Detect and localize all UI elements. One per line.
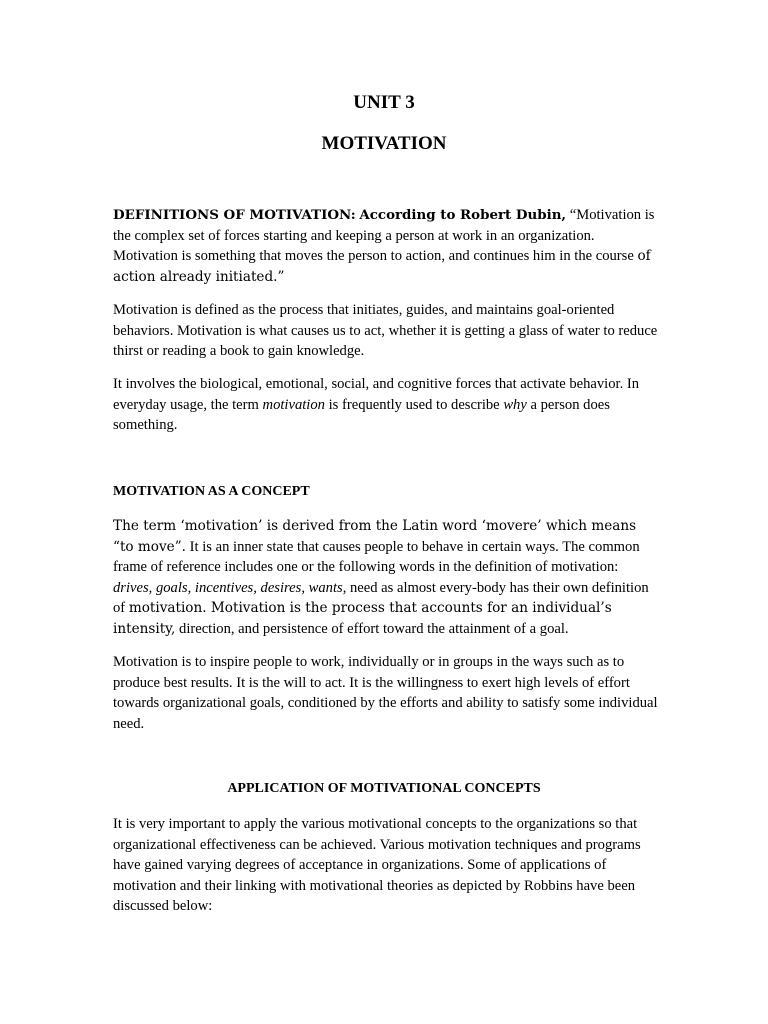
concept-italic-words: drives, goals, incentives, desires, wants: [113, 579, 343, 596]
application-heading: APPLICATION OF MOTIVATIONAL CONCEPTS: [227, 781, 541, 796]
forces-italic-why: why: [503, 396, 527, 413]
application-paragraph: It is very important to apply the various motivational concepts to the organizations so that organizational effectiveness can be achieved. Various motivation techniques and programs have gained varying degrees of acceptance in organizations. Some of applications of motivation and their linking with motivational theories as depicted by Robbins have been discussed below:: [113, 816, 641, 915]
concept-text-3: direction, and persistence of effort toward the attainment of a goal.: [179, 620, 569, 637]
forces-paragraph: [113, 374, 658, 436]
forces-text-2: is frequently used to describe: [328, 396, 500, 413]
definitions-attribution: According to Robert Dubin,: [359, 207, 567, 223]
forces-text-1: It involves the biological, emotional, social, and cognitive forces that activate behavior. In everyday usage, the term: [113, 376, 640, 413]
page-title: MOTIVATION: [321, 133, 447, 154]
concept-heading: MOTIVATION AS A CONCEPT: [113, 484, 310, 499]
concept-text-1: It is an inner state that causes people to behave in certain ways. The common frame of reference includes one or the following words in the definition of motivation:: [113, 538, 640, 576]
concept-text-2: , need as almost every-body has their own definition of: [113, 579, 649, 617]
forces-italic-motivation: motivation: [262, 396, 325, 413]
concept-line-1: The term ‘motivation’ is derived from the Latin word ‘movere’ which means “to move”.: [113, 518, 637, 555]
definitions-label: DEFINITIONS OF MOTIVATION:: [113, 207, 356, 223]
definitions-quote: “Motivation is the complex set of forces starting and keeping a person at work in an organization. Motivation is something that moves the person to action, and continues him in the course: [113, 207, 655, 265]
definitions-quote-end: of action already initiated.”: [113, 248, 651, 285]
process-paragraph: Motivation is defined as the process that initiates, guides, and maintains goal-oriented behaviors. Motivation is what causes us to act, whether it is getting a glass of water to reduce thirst or reading a book to gain knowledge.: [113, 302, 658, 360]
concept-line-sans: motivation. Motivation is the process that accounts for an individual’s intensity,: [113, 600, 612, 637]
forces-text-3: a person does something.: [113, 396, 610, 434]
inspire-paragraph: Motivation is to inspire people to work, individually or in groups in the ways such as to produce best results. It is the will to act. It is the willingness to exert high levels of effort towards organizational goals, conditioned by the efforts and ability to satisfy some individual need.: [113, 654, 658, 732]
unit-number: UNIT 3: [353, 92, 415, 113]
definitions-paragraph: [113, 205, 658, 287]
concept-paragraph: [113, 516, 658, 640]
